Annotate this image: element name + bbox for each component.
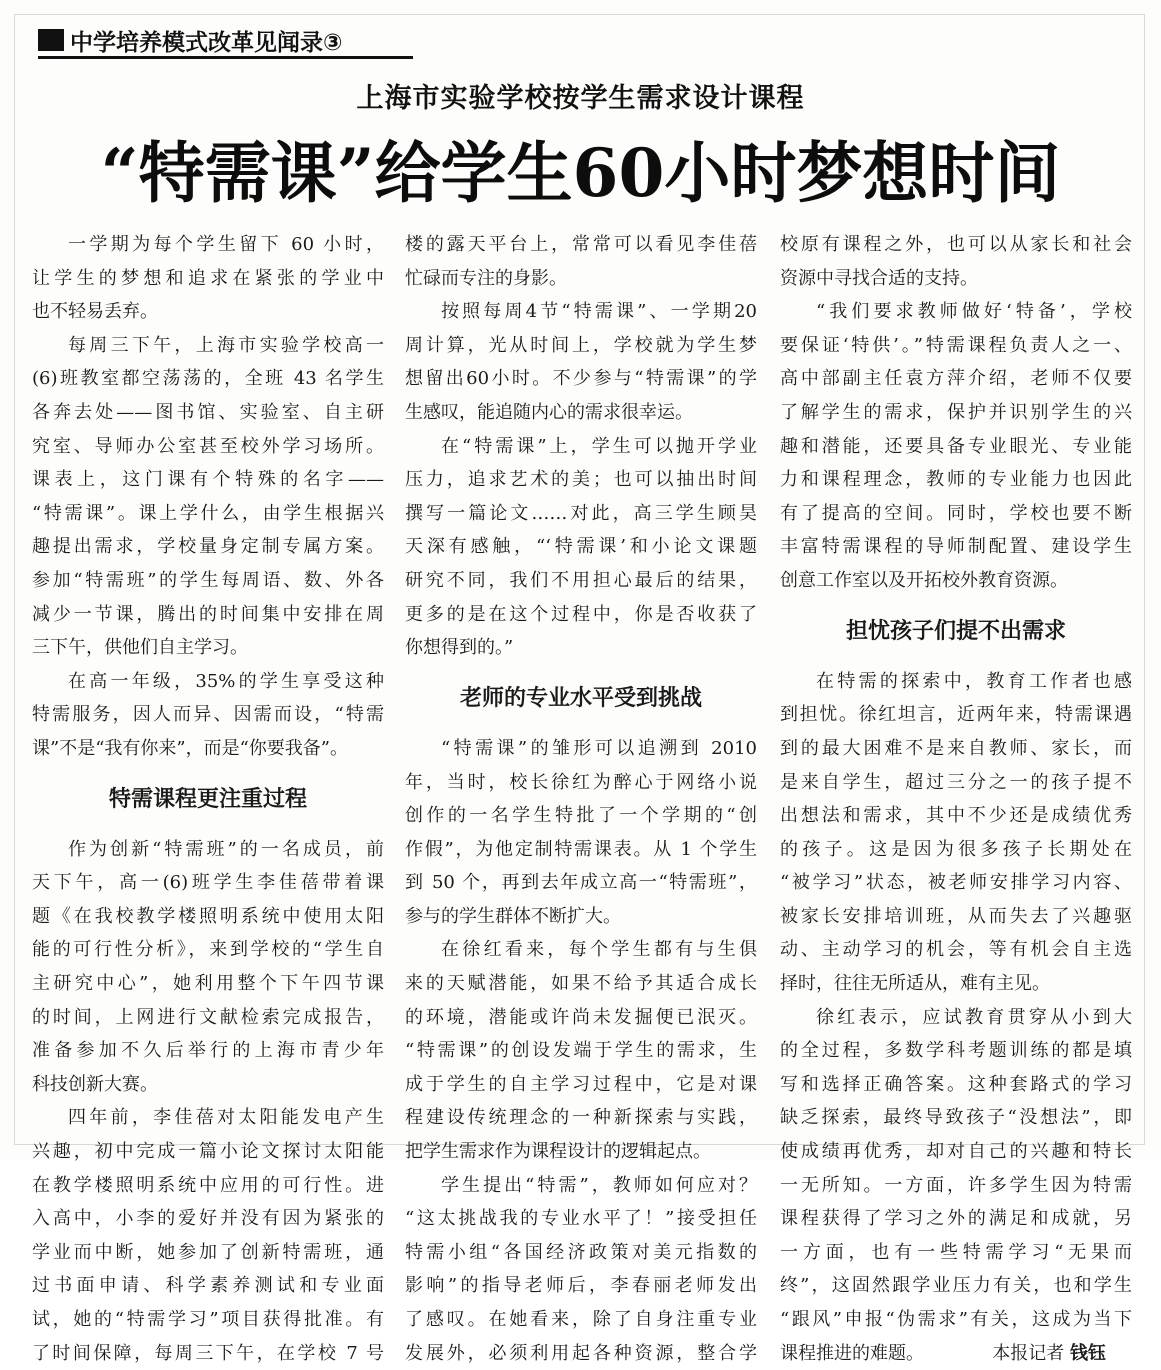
text-line: 四年前，李佳蓓对太阳能发电产生 [68, 1107, 384, 1129]
article-subtitle: 上海市实验学校按学生需求设计课程 [356, 83, 805, 114]
text-line: 周计算，光从时间上，学校就为学生梦 [405, 334, 757, 356]
text-line: 了解学生的需求，保护并识别学生的兴 [780, 401, 1132, 423]
reporter-label: 本报记者 [992, 1342, 1065, 1364]
text-line: 资源中寻找合适的支持。 [780, 267, 978, 289]
article-headline: “特需课”给学生60小时梦想时间 [100, 134, 1061, 212]
text-line: 了感叹。在她看来，除了自身注重专业 [405, 1309, 757, 1330]
section-heading: 老师的专业水平受到挑战 [459, 685, 702, 711]
text-line: 学生提出“特需”，教师如何应对？ [441, 1174, 757, 1196]
text-line: 按照每周4节“特需课”、一学期20 [441, 301, 757, 323]
text-line: 各奔去处——图书馆、实验室、自主研 [32, 401, 384, 423]
text-line: 天下午，高一(6)班学生李佳蓓带着课 [32, 872, 384, 894]
text-line: 课程获得了学习之外的满足和成就，另 [780, 1208, 1132, 1230]
text-line: 趣和潜能，还要具备专业眼光、专业能 [780, 435, 1132, 457]
text-line: 终”，这固然跟学业压力有关，也和学生 [780, 1275, 1132, 1297]
series-label [38, 24, 342, 56]
text-line: 在特需的探索中，教育工作者也感 [816, 670, 1132, 692]
text-line: 生感叹，能追随内心的需求很幸运。 [405, 401, 693, 423]
series-underline [38, 56, 413, 59]
text-line: 能的可行性分析》，来到学校的“学生自 [32, 939, 384, 961]
text-line: 在“特需课”上，学生可以抛开学业 [441, 435, 757, 457]
text-line: 过书面申请、科学素养测试和专业面 [32, 1275, 384, 1297]
text-line: 丰富特需课程的导师制配置、建设学生 [780, 536, 1132, 558]
article-column-3 [780, 228, 1132, 1364]
byline-credit [992, 1337, 1132, 1370]
text-line: 试，她的“特需学习”项目获得批准。有 [32, 1309, 384, 1330]
text-line: 在高一年级，35%的学生享受这种 [68, 670, 384, 692]
text-line: 究室、导师办公室甚至校外学习场所。 [32, 435, 384, 457]
text-line: “特需课”。课上学什么，由学生根据兴 [32, 502, 384, 524]
text-line: 入高中，小李的爱好并没有因为紧张的 [32, 1208, 384, 1230]
article-column-2 [405, 228, 757, 1364]
text-line: 在教学楼照明系统中应用的可行性。进 [32, 1174, 384, 1196]
text-line: 的全过程，多数学科考题训练的都是填 [780, 1040, 1132, 1062]
text-line: (6)班教室都空荡荡的，全班 43 名学生 [32, 368, 384, 390]
text-line: 一学期为每个学生留下 60 小时， [68, 234, 384, 255]
article-column-1 [32, 228, 384, 1364]
text-line: 动、主动学习的机会，等有机会自主选 [780, 939, 1132, 961]
text-line: 是来自学生，超过三分之一的孩子提不 [780, 771, 1132, 793]
text-line: 也不轻易丢弃。 [32, 301, 158, 323]
text-line: 创作的一名学生特批了一个学期的“创 [405, 805, 757, 827]
text-line: 出想法和需求，其中不少还是成绩优秀 [780, 805, 1132, 827]
text-line: 到 50 个，再到去年成立高一“特需班”， [405, 872, 757, 894]
text-line: 了时间保障，每周三下午，在学校 7 号 [32, 1342, 384, 1364]
text-line: 有了提高的空间。同时，学校也要不断 [780, 502, 1132, 524]
text-line: 题《在我校教学楼照明系统中使用太阳 [32, 905, 384, 927]
text-line: 发展外，必须利用起各种资源，整合学 [405, 1342, 757, 1364]
text-line: 趣提出需求，学校量身定制专属方案。 [32, 536, 384, 558]
text-line: 天深有感触，“‘特需课’和小论文课题 [405, 536, 757, 558]
text-line: 特需小组“各国经济政策对美元指数的 [405, 1241, 757, 1263]
byline-closing-text: 课程推进的难题。 [780, 1342, 924, 1364]
series-title: 中学培养模式改革见闻录③ [70, 29, 343, 56]
text-line: 三下午，供他们自主学习。 [32, 637, 248, 659]
text-line: 影响”的指导老师后，李春丽老师发出 [405, 1275, 757, 1297]
text-line: 成于学生的自主学习过程中，它是对课 [405, 1073, 757, 1095]
text-line: 学业而中断，她参加了创新特需班，通 [32, 1241, 384, 1263]
text-line: 的时间，上网进行文献检索完成报告， [32, 1006, 384, 1028]
text-line: 要保证‘特供’。”特需课程负责人之一、 [780, 334, 1132, 356]
text-line: 校原有课程之外，也可以从家长和社会 [780, 234, 1132, 255]
text-line: 作假”，为他定制特需课表。从 1 个学生 [405, 838, 757, 860]
text-line: 的环境，潜能或许尚未发掘便已泯灭。 [405, 1006, 757, 1028]
text-line: 被家长安排培训班，从而失去了兴趣驱 [780, 905, 1132, 927]
text-line: 让学生的梦想和追求在紧张的学业中 [32, 267, 384, 289]
text-line: 把学生需求作为课程设计的逻辑起点。 [405, 1141, 711, 1163]
text-line: 徐红表示，应试教育贯穿从小到大 [816, 1006, 1132, 1028]
text-line: 择时，往往无所适从，难有主见。 [780, 973, 1050, 995]
text-line: 你想得到的。” [405, 637, 514, 659]
text-line: 年，当时，校长徐红为醉心于网络小说 [405, 771, 757, 793]
text-line: 到的最大困难不是来自教师、家长，而 [780, 737, 1132, 759]
text-line: 特需服务，因人而异、因需而设，“特需 [32, 704, 384, 726]
text-line: 想留出60小时。不少参与“特需课”的学 [405, 368, 757, 390]
text-line: 参与的学生群体不断扩大。 [405, 905, 621, 927]
text-line: 楼的露天平台上，常常可以看见李佳蓓 [405, 234, 757, 255]
text-line: 到担忧。徐红坦言，近两年来，特需课遇 [780, 704, 1132, 726]
text-line: 压力，追求艺术的美；也可以抽出时间 [405, 469, 757, 491]
text-line: 每周三下午，上海市实验学校高一 [68, 334, 384, 356]
column-3-body [780, 228, 1132, 1337]
text-line: 课表上，这门课有个特殊的名字—— [32, 469, 384, 491]
reporter-name: 钱钰 [1070, 1342, 1106, 1364]
series-square-icon [38, 29, 64, 51]
text-line: 更多的是在这个过程中，你是否收获了 [405, 603, 757, 625]
text-line: “我们要求教师做好‘特备’，学校 [816, 301, 1132, 323]
text-line: 减少一节课，腾出的时间集中安排在周 [32, 603, 384, 625]
text-line: “跟风”申报“伪需求”有关，这成为当下 [780, 1309, 1132, 1330]
text-line: 缺乏探索，最终导致孩子“没想法”，即 [780, 1107, 1132, 1129]
section-heading: 特需课程更注重过程 [108, 786, 307, 812]
text-line: “被学习”状态，被老师安排学习内容、 [780, 872, 1132, 894]
text-line: 参加“特需班”的学生每周语、数、外各 [32, 569, 384, 591]
section-heading: 担忧孩子们提不出需求 [845, 618, 1066, 644]
text-line: “这太挑战我的专业水平了！”接受担任 [405, 1208, 757, 1230]
text-line: 科技创新大赛。 [32, 1073, 158, 1095]
text-line: 忙碌而专注的身影。 [405, 267, 567, 289]
byline-row [780, 1337, 1132, 1370]
text-line: 来的天赋潜能，如果不给予其适合成长 [405, 973, 757, 995]
text-line: 高中部副主任袁方萍介绍，老师不仅要 [780, 368, 1132, 390]
text-line: 准备参加不久后举行的上海市青少年 [32, 1040, 384, 1062]
text-line: 一方面，也有一些特需学习“无果而 [780, 1241, 1132, 1263]
text-line: 力和课程理念，教师的专业能力也因此 [780, 469, 1132, 491]
text-line: 研究不同，我们不用担心最后的结果， [405, 569, 757, 591]
text-line: 创意工作室以及开拓校外教育资源。 [780, 569, 1068, 591]
text-line: 主研究中心”，她利用整个下午四节课 [32, 973, 384, 995]
text-line: 撰写一篇论文……对此，高三学生顾昊 [405, 502, 757, 524]
text-line: 使成绩再优秀，却对自己的兴趣和特长 [780, 1141, 1132, 1163]
text-line: 课”不是“我有你来”，而是“你要我备”。 [32, 737, 349, 759]
text-line: 作为创新“特需班”的一名成员，前 [68, 838, 384, 860]
text-line: “特需课”的创设发端于学生的需求，生 [405, 1040, 757, 1062]
text-line: 写和选择正确答案。这种套路式的学习 [780, 1073, 1132, 1095]
text-line: 在徐红看来，每个学生都有与生俱 [441, 939, 757, 961]
text-line: 程建设传统理念的一种新探索与实践， [405, 1107, 757, 1129]
text-line: 一无所知。一方面，许多学生因为特需 [780, 1174, 1132, 1196]
text-line: 的孩子。这是因为很多孩子长期处在 [780, 838, 1132, 860]
text-line: “特需课”的雏形可以追溯到 2010 [441, 737, 757, 759]
text-line: 兴趣，初中完成一篇小论文探讨太阳能 [32, 1141, 384, 1163]
